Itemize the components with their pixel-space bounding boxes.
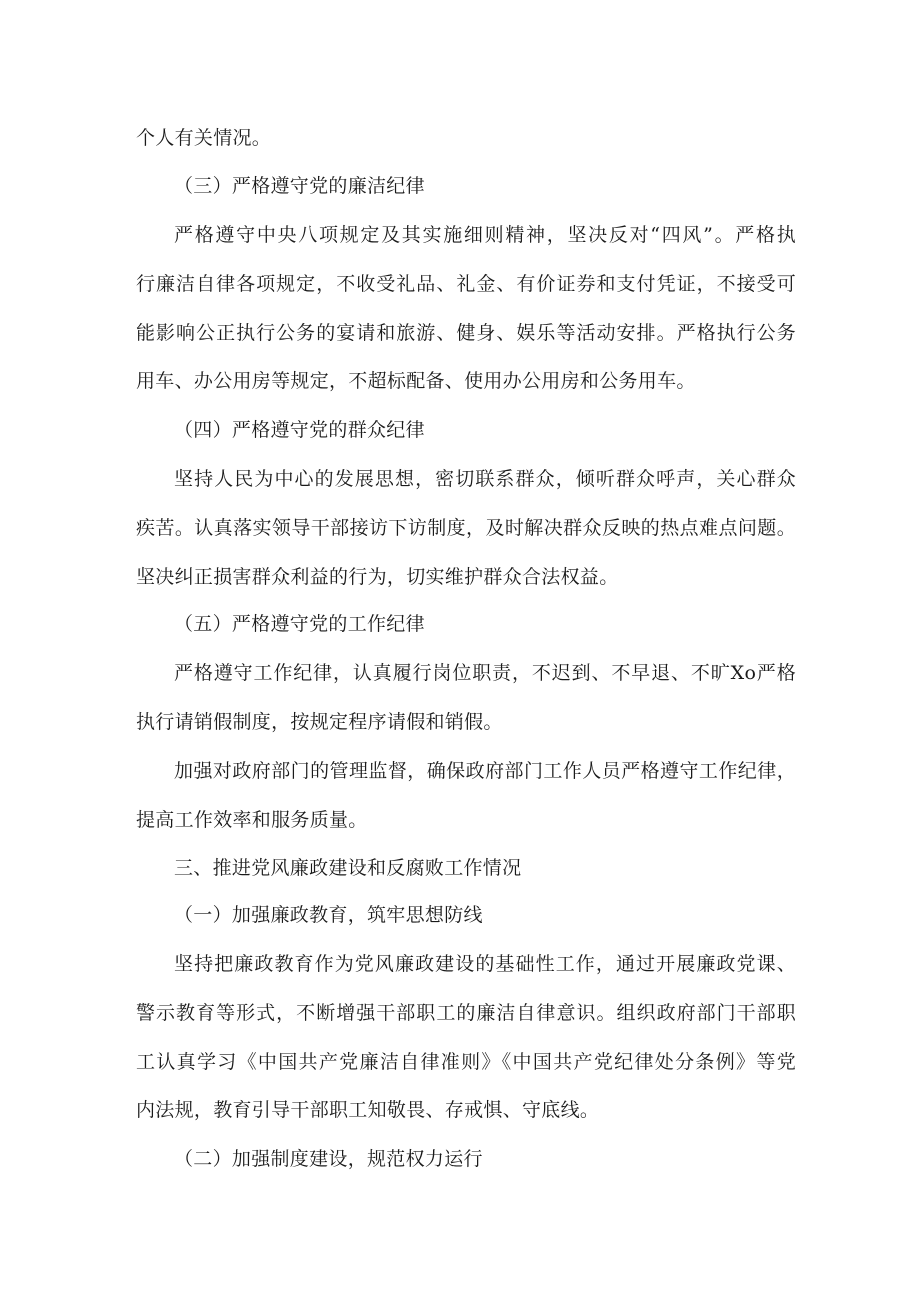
paragraph-line: 加强对政府部门的管理监督，确保政府部门工作人员严格遵守工作纪律，	[174, 760, 796, 782]
paragraph-line: 严格遵守工作纪律，认真履行岗位职责，不迟到、不早退、不旷Xo严格	[174, 662, 796, 684]
section-heading: （四）严格遵守党的群众纪律	[174, 419, 425, 441]
paragraph-line: 内法规，教育引导干部职工知敬畏、存戒惧、守底线。	[136, 1099, 600, 1121]
section-heading: （二）加强制度建设，规范权力运行	[174, 1148, 483, 1170]
paragraph-line: 执行请销假制度，按规定程序请假和销假。	[136, 711, 503, 733]
paragraph-line: 工认真学习《中国共产党廉洁自律准则》《中国共产党纪律处分条例》等党	[136, 1051, 796, 1073]
paragraph-line: 坚决纠正损害群众利益的行为，切实维护群众合法权益。	[136, 566, 619, 588]
section-heading: （一）加强廉政教育，筑牢思想防线	[174, 904, 483, 926]
paragraph-line: 能影响公正执行公务的宴请和旅游、健身、娱乐等活动安排。严格执行公务	[136, 322, 796, 344]
paragraph-line: 行廉洁自律各项规定，不收受礼品、礼金、有价证券和支付凭证，不接受可	[136, 273, 796, 295]
paragraph-line: 严格遵守中央八项规定及其实施细则精神，坚决反对“四风”。严格执	[174, 224, 796, 246]
paragraph-line: 坚持人民为中心的发展思想，密切联系群众，倾听群众呼声，关心群众	[174, 468, 796, 490]
paragraph-line: 疾苦。认真落实领导干部接访下访制度，及时解决群众反映的热点难点问题。	[136, 517, 796, 539]
paragraph-line: 提高工作效率和服务质量。	[136, 809, 368, 831]
paragraph-line: 坚持把廉政教育作为党风廉政建设的基础性工作，通过开展廉政党课、	[174, 953, 796, 975]
chapter-heading: 三、推进党风廉政建设和反腐败工作情况	[174, 857, 522, 879]
paragraph-line: 个人有关情况。	[136, 127, 272, 149]
section-heading: （五）严格遵守党的工作纪律	[174, 613, 425, 635]
paragraph-line: 警示教育等形式，不断增强干部职工的廉洁自律意识。组织政府部门干部职	[136, 1002, 796, 1024]
paragraph-line: 用车、办公用房等规定，不超标配备、使用办公用房和公务用车。	[136, 370, 696, 392]
section-heading: （三）严格遵守党的廉洁纪律	[174, 175, 425, 197]
